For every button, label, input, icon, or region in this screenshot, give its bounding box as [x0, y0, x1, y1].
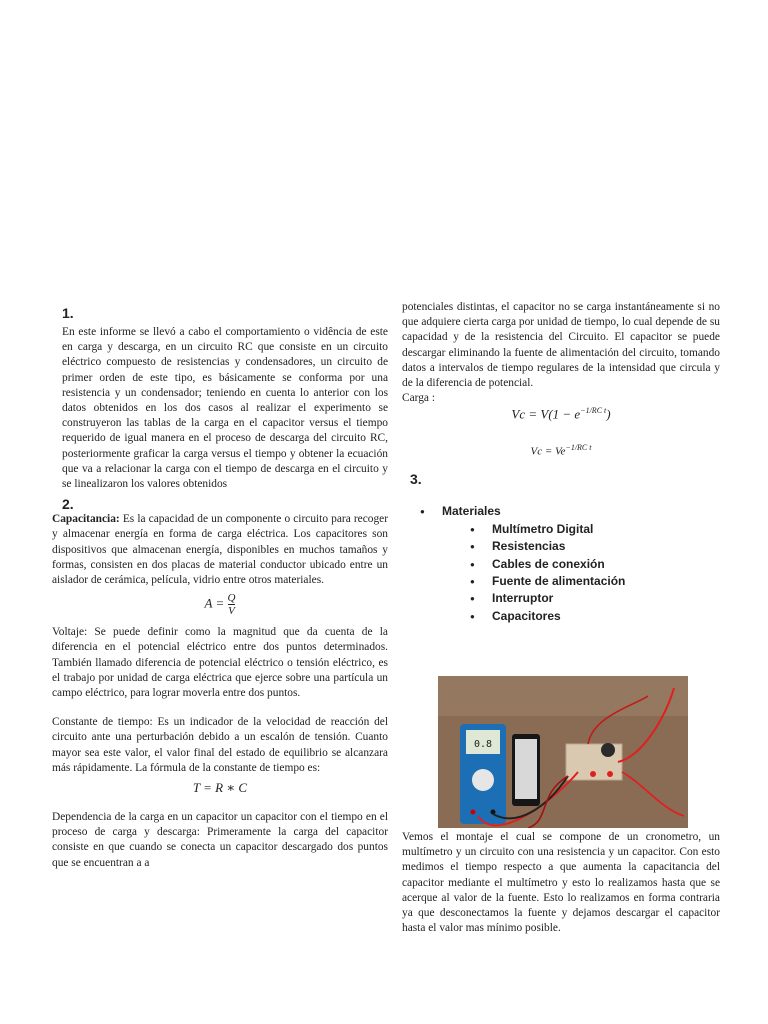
eq-charge-main: Vc = V(1 − e	[511, 406, 581, 422]
section-1-heading: 1.	[62, 305, 74, 321]
constante-paragraph: Constante de tiempo: Es un indicador de la velocidad de reacción del circuito ante una perturbación debido a un escalón de tensión. Cuanto mayor sea este valor, el valor final del estado de equilibrio se alcanzara más rápidamente. La fórmula de la constante de tiempo es:	[52, 716, 388, 774]
multimeter-jack	[491, 810, 496, 815]
materials-list	[492, 521, 720, 625]
capacitance-equation	[52, 592, 388, 617]
section-1-paragraph: En este informe se llevó a cabo el comportamiento o vidência de este en carga y descarga, en un circuito RC que consiste en un circuito eléctrico compuesto de resistencias y condensadores, un circuito de primer orden de este tipo, es básicamente se conforma por una resistencia y un condensador; teniendo en cuenta lo anterior con los datos obtenidos en los dos casos al realizar el experimento se construyeron las tablas de la carga en el capacitor versus el tiempo requerido de igual manera en el proceso de descarga del circuito RC, posteriormente graficar la carga versus el tiempo y obtener la ecuación que va a relacionar la carga con el tiempo de descarga en el circuito y se linealizaron los valores obtenidos	[62, 326, 388, 491]
clip-red	[607, 771, 613, 777]
material-item: ● Fuente de alimentación	[492, 573, 720, 590]
eq-discharge-exp: −1/RC t	[565, 442, 592, 452]
time-constant-equation: T = R ∗ C	[192, 780, 248, 796]
dependencia-paragraph: Dependencia de la carga en un capacitor un capacitor con el tiempo en el proceso de carga y descarga: Primeramente la carga del capacitor consiste en que cuando se conecta un capacitor descargado dos puntos que se encuentran a a	[52, 811, 388, 869]
eq-capacitance-lhs: A =	[204, 595, 225, 611]
material-item: ● Resistencias	[492, 538, 720, 555]
capacitancia-text: Es la capacidad de un componente o circuito para recoger y almacenar energía en forma de carga eléctrica. Los capacitores son dispositivos que almacenan energía, disponibles en muchos tamaños y formas, consisten en dos placas de material conductor ubicado entre un aislador de cerámica, película, vidrio entre otros materiales.	[52, 513, 388, 587]
materials-block	[442, 503, 720, 625]
eq-capacitance-den: V	[228, 605, 235, 618]
eq-capacitance-fraction	[228, 592, 236, 617]
section-3-heading: 3.	[410, 471, 422, 488]
material-item: ● Multímetro Digital	[492, 521, 720, 538]
carga-label: Carga :	[402, 392, 436, 405]
experiment-photo	[438, 676, 688, 828]
voltaje-paragraph: Voltaje: Se puede definir como la magnitud que da cuenta de la diferencia en el potencial eléctrico entre dos puntos determinados. También llamado diferencia de potencial eléctrico o tensión eléctrico, es el trabajo por unidad de carga eléctrica que ejerce sobre una partícula un campo eléctrico, para lograr moverla entre dos puntos.	[52, 626, 388, 700]
material-item: ● Cables de conexión	[492, 556, 720, 573]
capacitor-shape	[601, 743, 615, 757]
multimeter-jack	[471, 810, 476, 815]
multimeter-reading: 0.8	[473, 739, 493, 750]
materials-title-list	[442, 503, 720, 520]
left-column	[52, 305, 388, 871]
charge-equation	[402, 406, 720, 422]
material-item: ● Capacitores	[492, 608, 720, 625]
eq-discharge-main: Vc = Ve	[530, 445, 566, 458]
clip-red	[590, 771, 596, 777]
discharge-equation	[402, 443, 720, 458]
eq-charge-close: )	[606, 406, 611, 422]
capacitancia-paragraph	[52, 512, 388, 588]
experiment-photo-drawing	[438, 676, 688, 828]
eq-charge-exp: −1/RC t	[580, 406, 607, 416]
continuation-paragraph: potenciales distintas, el capacitor no se carga instantáneamente si no que adquiere cierta carga por unidad de tiempo, lo cual depende de su capacidad y de la resistencia del Circuito. El capacitor se puede descargar eliminando la fuente de alimentación del circuito, tomando datos a intervalos de tiempo regulares de la intensidad que circula y de la diferencia de potencial.	[402, 301, 720, 390]
material-item: ● Interruptor	[492, 590, 720, 607]
right-column	[402, 300, 720, 625]
capacitancia-term: Capacitancia:	[52, 513, 120, 526]
section-2-heading: 2.	[62, 496, 74, 513]
phone-screen	[515, 739, 537, 799]
photo-caption: Vemos el montaje el cual se compone de un cronometro, un multímetro y un circuito con una resistencia y un capacitor. Con esto medimos el tiempo respecto a que aumenta la capacitancia del capacitor mediante el multímetro y esto lo realizamos hasta que se acerque al valor de la fuente. Esto lo realizamos en forma contraria ya que desconectamos la fuente y dejamos descargar el capacitor hasta el valor mas mínimo posible.	[402, 831, 720, 935]
eq-capacitance-num: Q	[227, 592, 236, 605]
multimeter-dial	[472, 769, 494, 791]
materials-title: ● Materiales	[442, 503, 720, 520]
